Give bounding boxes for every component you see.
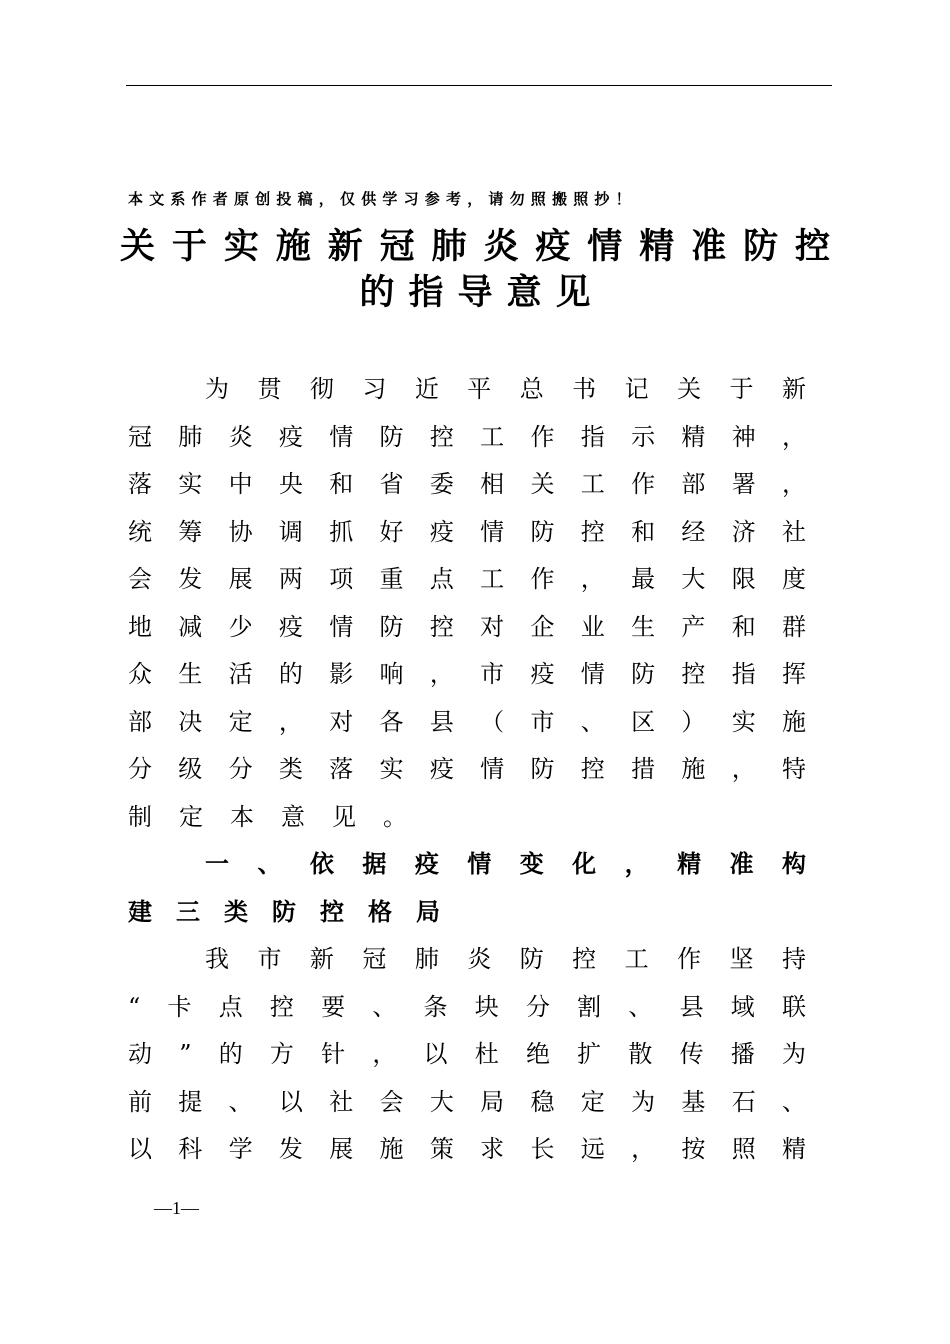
- paragraph-line: 以科学发展施策求长远，按照精: [128, 1135, 806, 1163]
- paragraph-line: 统筹协调抓好疫情防控和经济社: [128, 517, 806, 546]
- paragraph-line: 落实中央和省委相关工作部署，: [128, 470, 806, 498]
- paragraph-line: 前提、以社会大局稳定为基石、: [128, 1087, 806, 1116]
- paragraph-line: 制定本意见。: [128, 802, 434, 831]
- page-number: —1—: [154, 1198, 199, 1218]
- paragraph-line: 分级分类落实疫情防控措施，特: [128, 755, 806, 783]
- author-notice: 本文系作者原创投稿，仅供学习参考，请勿照搬照抄！: [128, 190, 637, 208]
- section-heading-line: 建三类防控格局: [128, 897, 464, 926]
- header-rule: [126, 85, 832, 86]
- document-title-line-2: 的指导意见: [359, 272, 605, 313]
- document-body: [128, 366, 806, 1174]
- paragraph-line: 为贯彻习近平总书记关于新: [205, 375, 806, 403]
- paragraph-line: 动”的方针，以杜绝扩散传播为: [128, 1040, 806, 1068]
- section-heading-line: 一、依据疫情变化，精准构: [205, 850, 806, 878]
- document-title-line-1: 关于实施新冠肺炎疫情精准防控: [120, 226, 830, 267]
- paragraph-line: 会发展两项重点工作，最大限度: [128, 565, 806, 593]
- paragraph-line: 我市新冠肺炎防控工作坚持: [205, 945, 806, 973]
- paragraph-line: 众生活的影响，市疫情防控指挥: [128, 660, 806, 688]
- paragraph-line: 部决定，对各县（市、区）实施: [128, 707, 806, 736]
- paragraph-line: “卡点控要、条块分割、县域联: [128, 992, 806, 1021]
- paragraph-line: 地减少疫情防控对企业生产和群: [128, 612, 806, 641]
- paragraph-line: 冠肺炎疫情防控工作指示精神，: [128, 422, 806, 451]
